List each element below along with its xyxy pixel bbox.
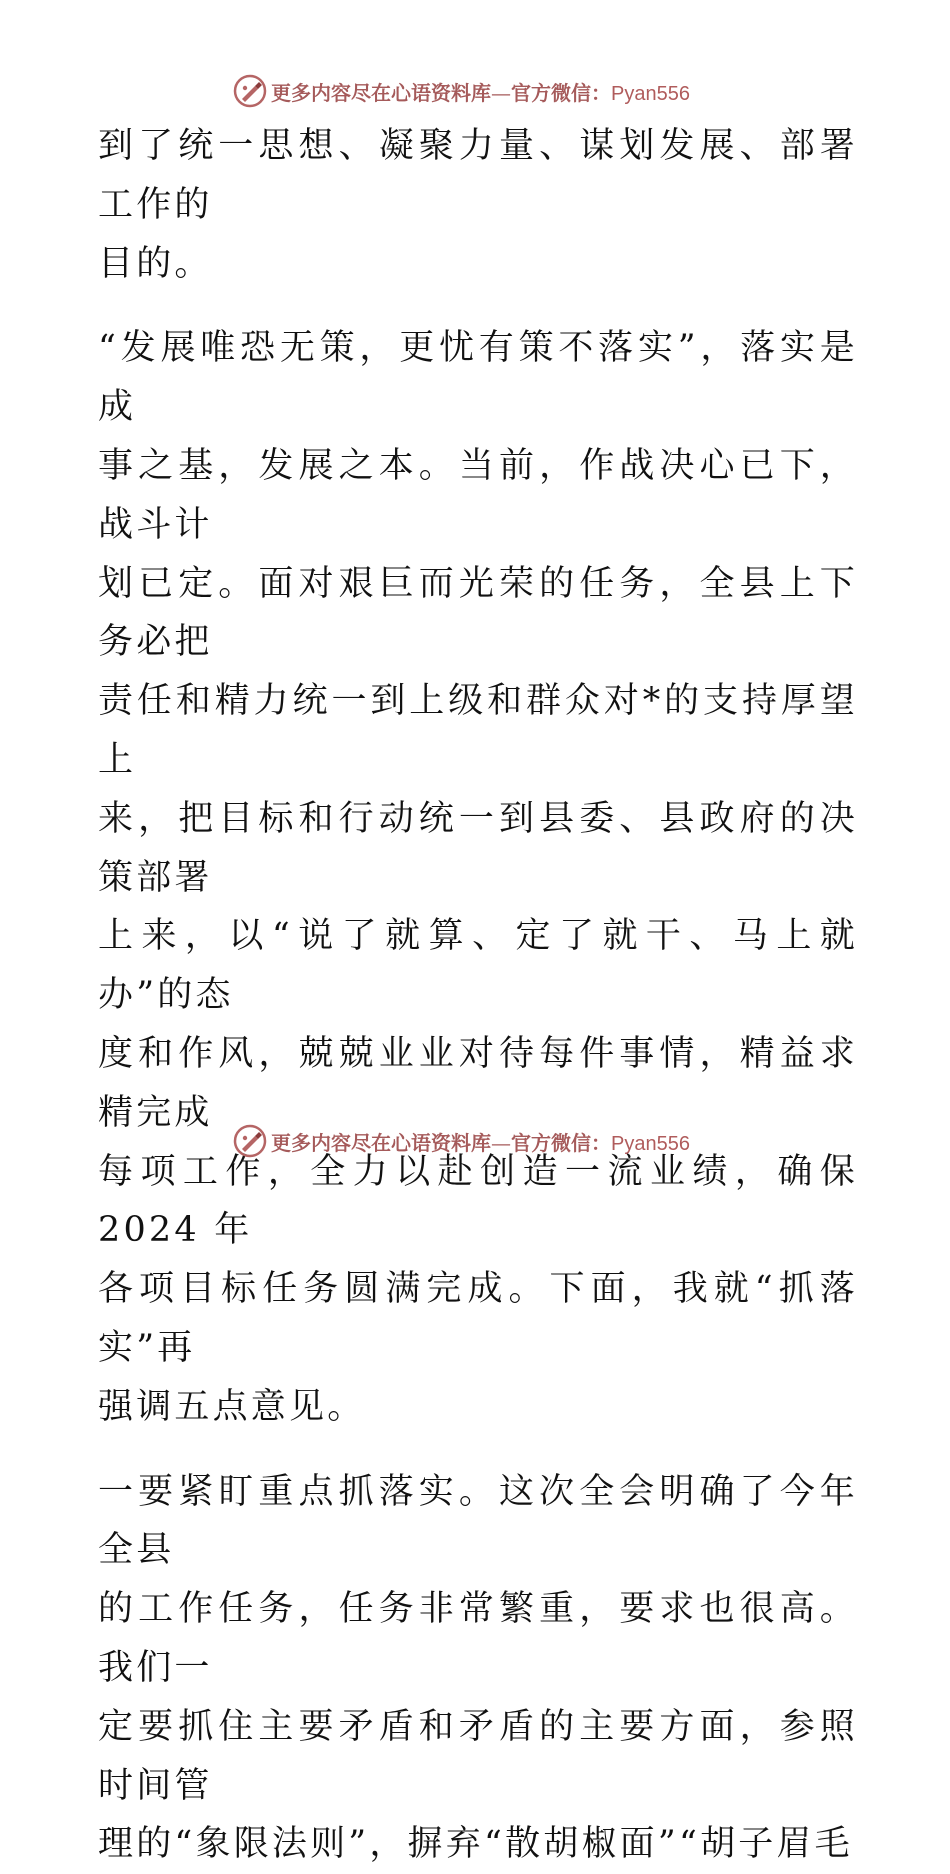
paragraph-line: 来，把目标和行动统一到县委、县政府的决策部署 — [98, 798, 858, 898]
watermark-contact-label: 官方微信： — [511, 80, 611, 105]
watermark-text: 更多内容尽在心语资料库 — [271, 80, 491, 105]
watermark-dash: — — [491, 1130, 511, 1155]
paragraph-2 — [98, 319, 858, 1436]
watermark-contact-label: 官方微信： — [511, 1130, 611, 1155]
paragraph-line: 目的。 — [98, 243, 213, 284]
document-body — [98, 117, 858, 1874]
paragraph-line: 强调五点意见。 — [98, 1386, 366, 1427]
paragraph-3 — [98, 1463, 858, 1874]
paragraph-line: 的工作任务，任务非常繁重，要求也很高。我们一 — [98, 1589, 858, 1688]
paragraph-line: 到了统一思想、凝聚力量、谋划发展、部署工作的 — [98, 126, 858, 225]
paragraph-line: 定要抓住主要矛盾和矛盾的主要方面，参照时间管 — [98, 1706, 858, 1806]
paragraph-line: “发展唯恐无策，更忧有策不落实”，落实是成 — [98, 328, 858, 428]
pen-logo-icon — [233, 1124, 267, 1158]
paragraph-line: 每项工作，全力以赴创造一流业绩，确保 2024 年 — [98, 1151, 858, 1251]
footer-watermark — [233, 1124, 690, 1158]
paragraph-line: 各项目标任务圆满完成。下面，我就“抓落实”再 — [98, 1269, 858, 1368]
paragraph-line: 理的“象限法则”，摒弃“散胡椒面”“胡子眉毛 — [98, 1824, 853, 1865]
paragraph-line: 划已定。面对艰巨而光荣的任务，全县上下务必把 — [98, 563, 858, 663]
watermark-contact-id: Pyan556 — [611, 1132, 690, 1155]
watermark-contact-id: Pyan556 — [611, 82, 690, 105]
paragraph-line: 一要紧盯重点抓落实。这次全会明确了今年全县 — [98, 1471, 858, 1571]
watermark-text: 更多内容尽在心语资料库 — [271, 1130, 491, 1155]
paragraph-line: 度和作风，兢兢业业对待每件事情，精益求精完成 — [98, 1033, 858, 1133]
watermark-dash: — — [491, 80, 511, 105]
header-watermark — [233, 74, 690, 108]
paragraph-line: 事之基，发展之本。当前，作战决心已下，战斗计 — [98, 445, 858, 545]
paragraph-1 — [98, 117, 858, 293]
paragraph-line: 上来，以“说了就算、定了就干、马上就办”的态 — [98, 916, 858, 1016]
paragraph-line: 责任和精力统一到上级和群众对*的支持厚望上 — [98, 681, 858, 780]
pen-logo-icon — [233, 74, 267, 108]
